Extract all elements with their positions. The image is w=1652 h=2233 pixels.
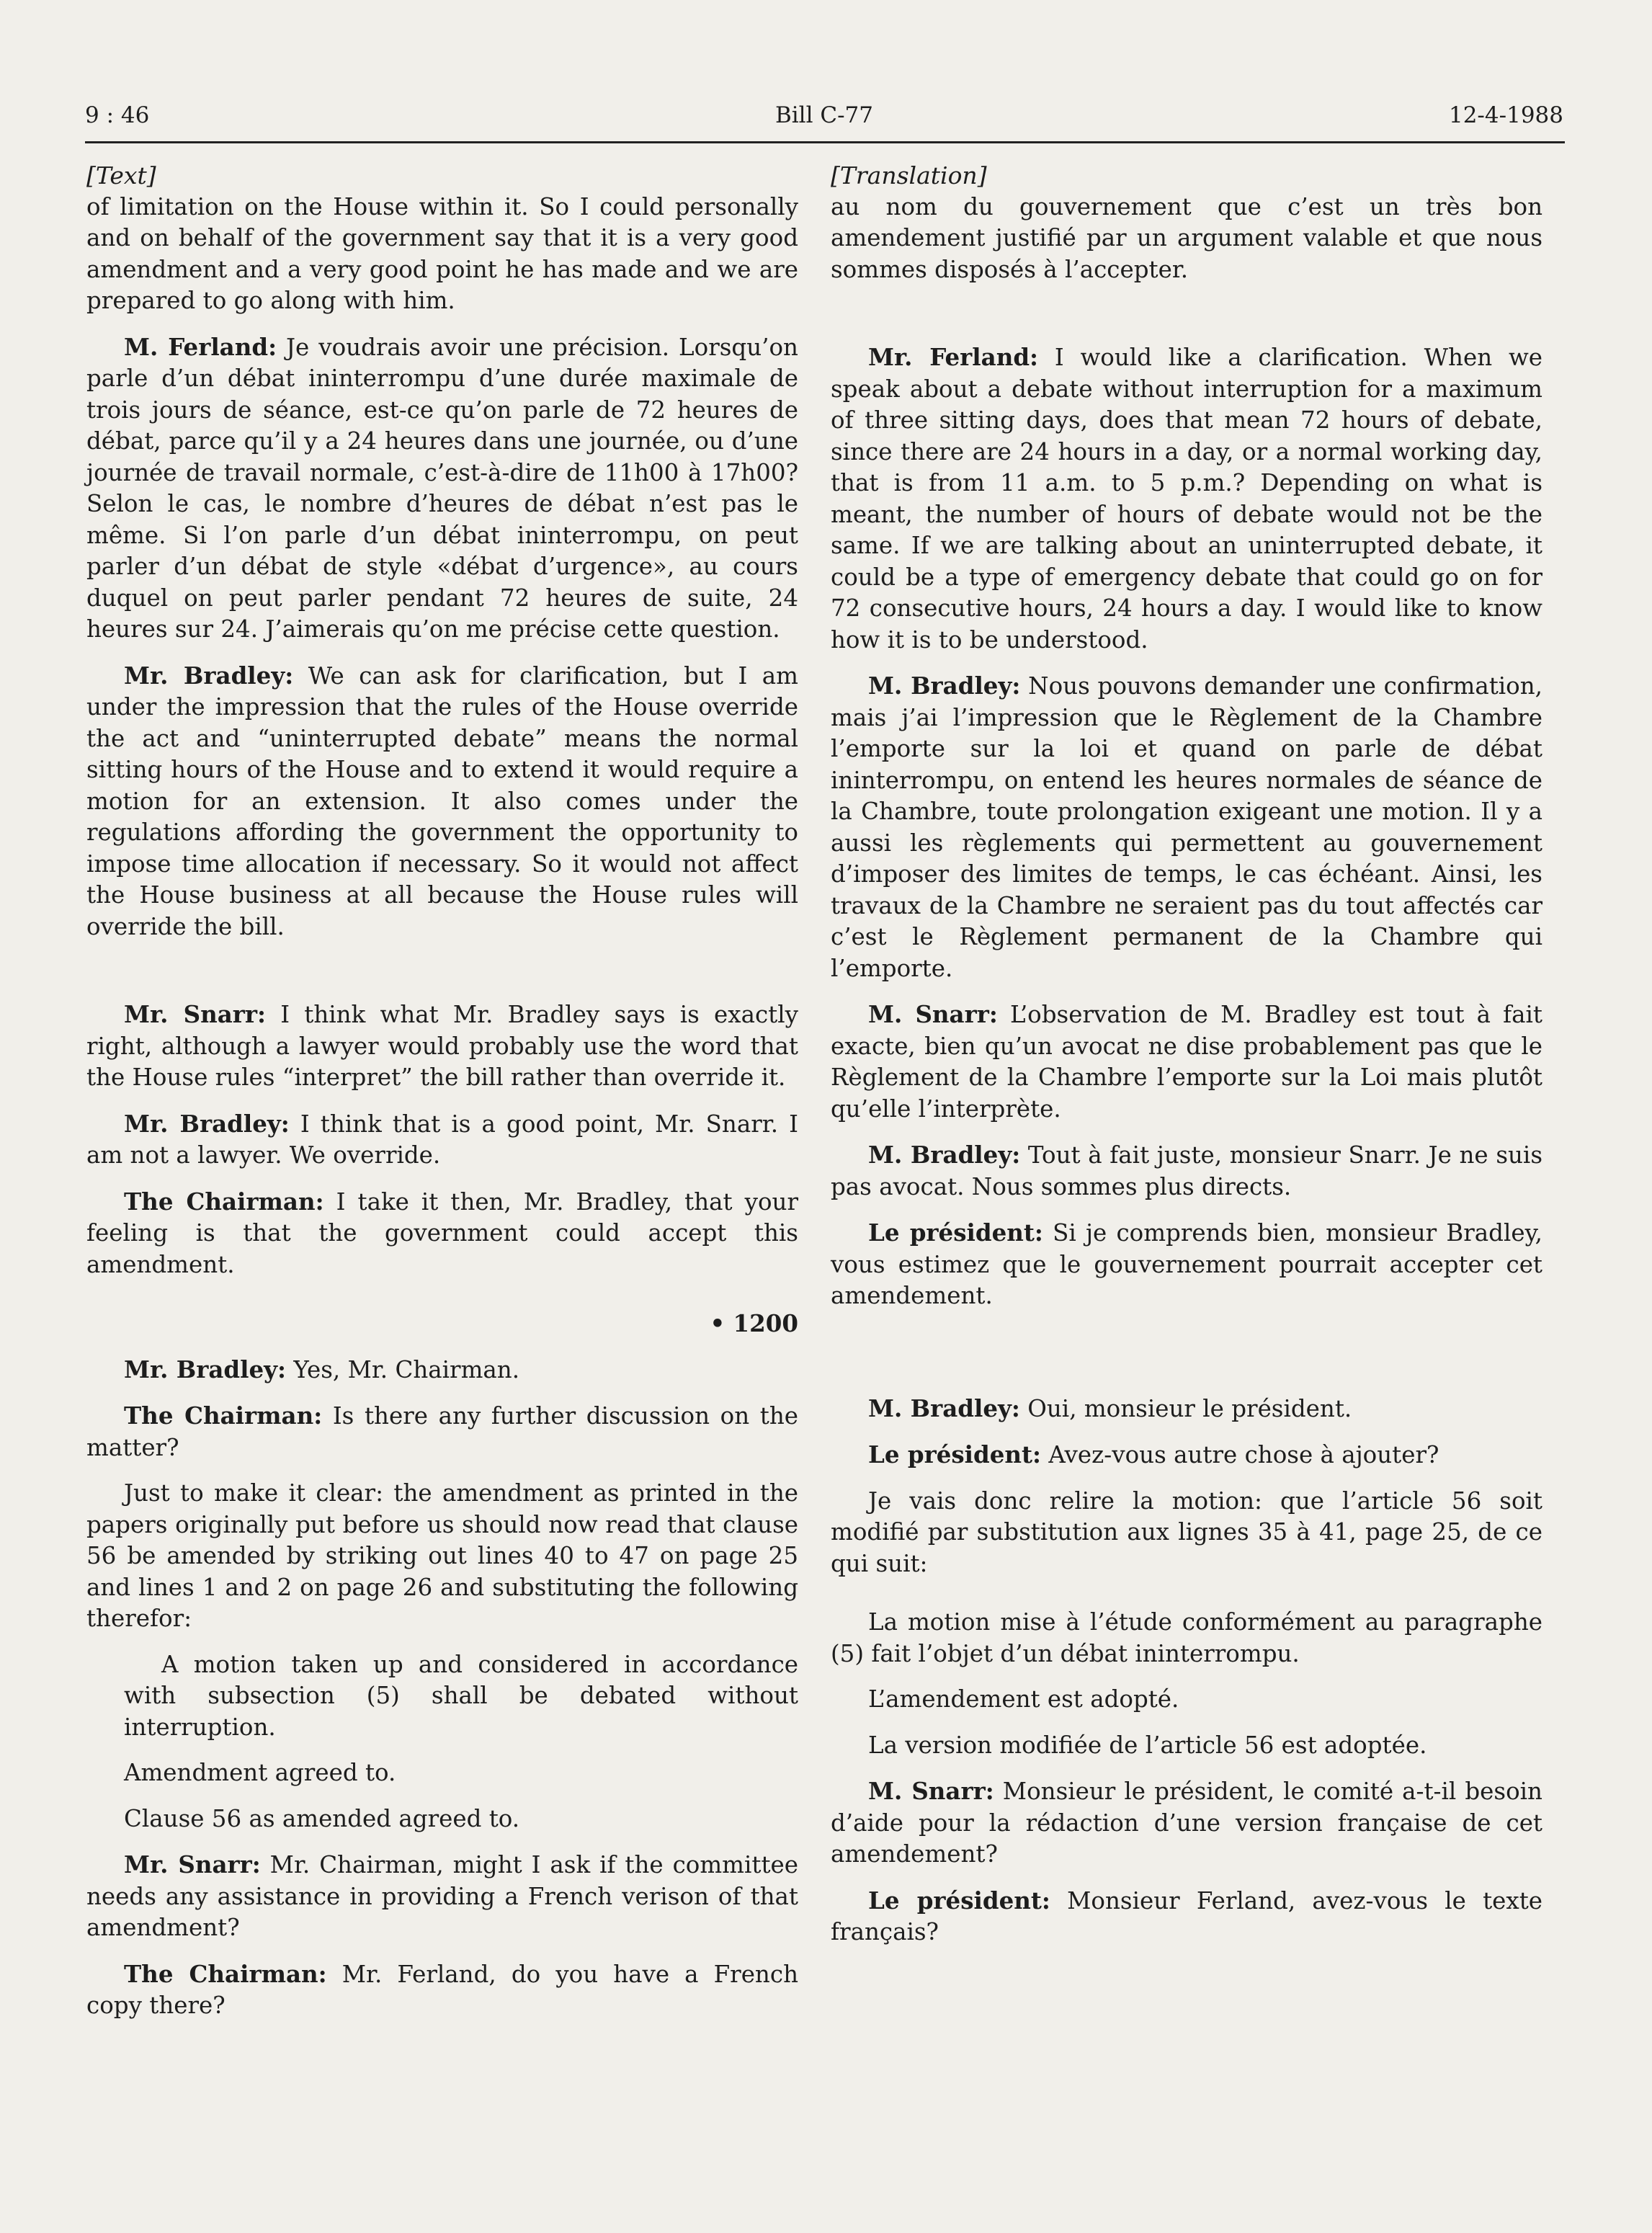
speech bbox=[86, 1108, 798, 1172]
quoted-motion: La motion mise à l’étude conformément au paragraphe (5) fait l’objet d’un débat ininterrompu. bbox=[831, 1608, 1542, 1667]
paragraph: of limitation on the House within it. So I could personally and on behalf of the government say that it is a very good amendment and a very good point he has made and we are prepared to go along with him. bbox=[86, 192, 798, 314]
speech bbox=[831, 1217, 1542, 1312]
speech-text: Nous pouvons demander une confirmation, mais j’ai l’impression que le Règlement de la Chambre l’emporte sur la loi et quand on parle de débat ininterrompu, on entend les heures normales de séance de la Chambre, toute prolongation exigeant une motion. Il y a aussi les règlements qui permettent au gouvernement d’imposer des limites de temps, le cas échéant. Ainsi, les travaux de la Chambre ne seraient pas du tout affectés car c’est le Règlement permanent de la Chambre qui l’emporte. bbox=[831, 672, 1542, 982]
header-rule bbox=[85, 141, 1565, 143]
speech-text: I think that is a good point, Mr. Snarr. I am not a lawyer. We override. bbox=[86, 1110, 798, 1169]
speech-text: Monsieur Ferland, avez-vous le texte français? bbox=[831, 1886, 1542, 1945]
speech bbox=[831, 999, 1542, 1125]
speech-text: Mr. Chairman, might I ask if the committee needs any assistance in providing a French verison of that amendment? bbox=[86, 1851, 798, 1941]
speaker: Le président: bbox=[868, 1886, 1050, 1915]
speech bbox=[86, 1958, 798, 2022]
speaker: Mr. Snarr: bbox=[124, 1850, 261, 1878]
speaker: M. Ferland: bbox=[124, 332, 277, 361]
speech-text: I take it then, Mr. Bradley, that your feeling is that the government could accept this amendment. bbox=[86, 1187, 798, 1278]
speaker: M. Bradley: bbox=[868, 1394, 1020, 1422]
speaker: M. Snarr: bbox=[868, 1777, 994, 1805]
speech bbox=[86, 1354, 798, 1386]
speech-text: Je voudrais avoir une précision. Lorsqu’on parle d’un débat ininterrompu d’une durée maximale de trois jours de séance, est-ce qu’on parle de 72 heures de débat, parce qu’il y a 24 heures dans une journée, ou d’une journée de travail normale, c’est-à-dire de 11h00 à 17h00? Selon le cas, le nombre d’heures de débat n’est pas le même. Si l’on parle d’un débat ininterrompu, on peut parler d’un débat de style «débat d’urgence», au cours duquel on peut parler pendant 72 heures de suite, 24 heures sur 24. J’aimerais qu’on me précise cette question. bbox=[86, 333, 798, 643]
speech-text: We can ask for clarification, but I am under the impression that the rules of the House override the act and “uninterrupted debate” means the normal sitting hours of the House and to extend it would require a motion for an extension. It also comes under the regulations affording the government the opportunity to impose time allocation if necessary. So it would not affect the House business at all because the House rules will override the bill. bbox=[86, 661, 798, 940]
speech bbox=[86, 660, 798, 943]
proceedings-note: La version modifiée de l’article 56 est adoptée. bbox=[868, 1731, 1427, 1759]
speaker: M. Bradley: bbox=[868, 672, 1021, 700]
proceedings-note: Amendment agreed to. bbox=[124, 1759, 396, 1786]
speech bbox=[831, 1139, 1542, 1203]
speaker: The Chairman: bbox=[124, 1959, 327, 1988]
speech bbox=[86, 999, 798, 1094]
speaker: Mr. Snarr: bbox=[124, 1000, 267, 1028]
speech bbox=[831, 1439, 1542, 1471]
speech bbox=[831, 670, 1542, 984]
speech-text: Is there any further discussion on the matter? bbox=[86, 1402, 798, 1461]
speech-text: I would like a clarification. When we speak about a debate without interruption for a maximum of three sitting days, does that mean 72 hours of debate, since there are 24 hours in a day, or a normal working day, that is from 11 a.m. to 5 p.m.? Depending on what is meant, the number of hours of debate would not be the same. If we are talking about an uninterrupted debate, it could be a type of emergency debate that could go on for 72 consecutive hours, 24 hours a day. I would like to know how it is to be understood. bbox=[831, 344, 1542, 654]
speaker: Le président: bbox=[868, 1440, 1042, 1468]
paragraph: Just to make it clear: the amendment as printed in the papers originally put before us should now read that clause 56 be amended by striking out lines 40 to 47 on page 25 and lines 1 and 2 on page 26 and substituting the following therefor: bbox=[86, 1479, 798, 1632]
paragraph: au nom du gouvernement que c’est un très bon amendement justifié par un argument valable et que nous sommes disposés à l’accepter. bbox=[831, 192, 1542, 283]
text-marker: [Text] bbox=[86, 161, 156, 190]
speech-text: Avez-vous autre chose à ajouter? bbox=[1041, 1441, 1439, 1468]
paragraph: Je vais donc relire la motion: que l’article 56 soit modifié par substitution aux lignes 35 à 41, page 25, de ce qui suit: bbox=[831, 1487, 1542, 1577]
speech bbox=[831, 1885, 1542, 1948]
speaker: M. Bradley: bbox=[868, 1141, 1021, 1169]
speech-text: Si je comprends bien, monsieur Bradley, vous estimez que le gouvernement pourrait accepter cet amendement. bbox=[831, 1219, 1542, 1309]
translation-marker: [Translation] bbox=[831, 161, 987, 190]
speech-text: Oui, monsieur le président. bbox=[1019, 1394, 1352, 1422]
bill-title: Bill C-77 bbox=[774, 102, 874, 128]
speech-text: Yes, Mr. Chairman. bbox=[286, 1355, 520, 1383]
speech-text: Mr. Ferland, do you have a French copy there? bbox=[86, 1960, 798, 2019]
speech bbox=[86, 1186, 798, 1281]
speaker: Mr. Bradley: bbox=[124, 661, 294, 690]
speech bbox=[86, 331, 798, 646]
proceedings-note: Clause 56 as amended agreed to. bbox=[124, 1804, 520, 1832]
speaker: Le président: bbox=[868, 1218, 1043, 1247]
page-header bbox=[85, 102, 1563, 138]
speech bbox=[831, 1775, 1542, 1871]
quoted-motion: A motion taken up and considered in accordance with subsection (5) shall be debated without interruption. bbox=[124, 1650, 798, 1741]
speech bbox=[831, 1393, 1542, 1425]
speaker: Mr. Bradley: bbox=[124, 1355, 287, 1383]
speech-text: L’observation de M. Bradley est tout à fait exacte, bien qu’un avocat ne dise probablement pas que le Règlement de la Chambre l’emporte sur la Loi mais plutôt qu’elle l’interprète. bbox=[831, 1001, 1542, 1123]
speaker: The Chairman: bbox=[124, 1187, 324, 1216]
speaker: M. Snarr: bbox=[868, 1000, 998, 1028]
speech-text: Monsieur le président, le comité a-t-il besoin d’aide pour la rédaction d’une version française de cet amendement? bbox=[831, 1778, 1542, 1868]
proceedings-note: L’amendement est adopté. bbox=[868, 1685, 1179, 1713]
header-date: 12-4-1988 bbox=[1448, 102, 1563, 128]
speaker: The Chairman: bbox=[124, 1401, 323, 1430]
speaker: Mr. Ferland: bbox=[868, 343, 1039, 371]
french-column bbox=[831, 160, 1542, 1948]
time-marker: • 1200 bbox=[710, 1309, 798, 1337]
english-column bbox=[86, 160, 798, 2022]
page-number: 9 : 46 bbox=[85, 102, 150, 128]
speaker: Mr. Bradley: bbox=[124, 1109, 290, 1138]
speech-text: I think what Mr. Bradley says is exactly right, although a lawyer would probably use the word that the House rules “interpret” the bill rather than override it. bbox=[86, 1001, 798, 1091]
speech-text: Tout à fait juste, monsieur Snarr. Je ne suis pas avocat. Nous sommes plus directs. bbox=[831, 1141, 1542, 1200]
speech bbox=[86, 1400, 798, 1463]
speech bbox=[86, 1849, 798, 1944]
speech bbox=[831, 342, 1542, 656]
